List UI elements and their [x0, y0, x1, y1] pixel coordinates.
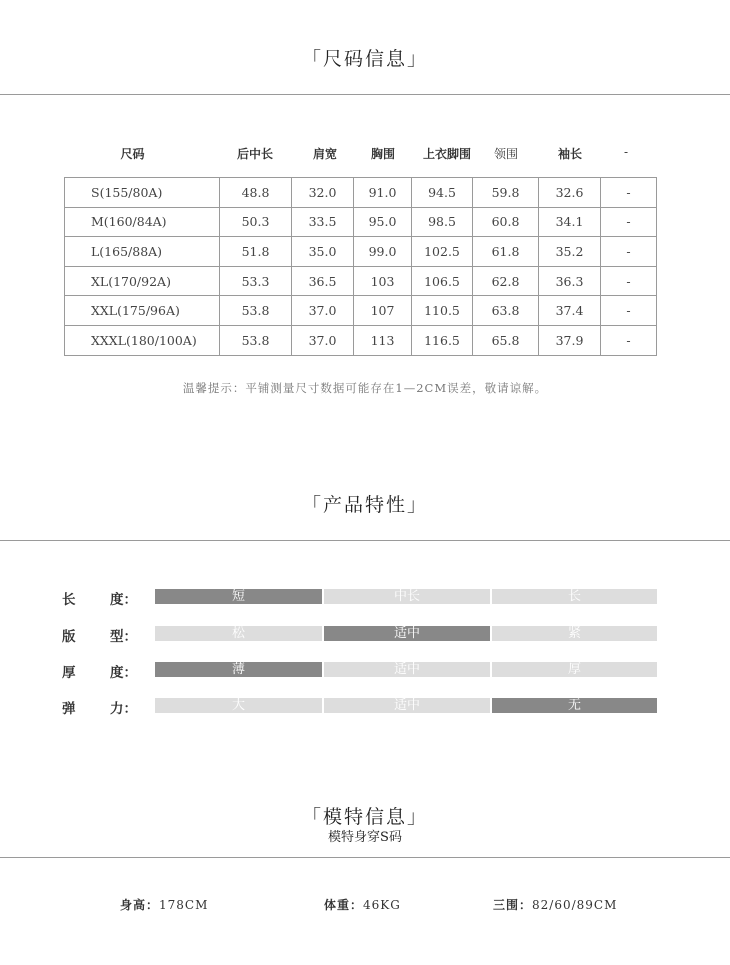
- model-weight-label: 体重：: [324, 898, 364, 912]
- size-cell: 36.5: [292, 266, 354, 296]
- feature-label-thickness: [62, 661, 137, 681]
- size-cell: 33.5: [292, 207, 354, 237]
- feature-option-length-0: 短: [155, 589, 322, 604]
- size-cell: XXXL(180/100A): [65, 325, 220, 355]
- size-cell: 91.0: [354, 178, 412, 208]
- size-section-title: 「尺码信息」: [301, 48, 428, 70]
- feature-option-length-1: 中长: [324, 589, 490, 604]
- size-header-chest: 胸围: [370, 147, 395, 161]
- model-subtitle: 模特身穿S码: [328, 830, 402, 845]
- model-height-value: 178CM: [159, 898, 209, 912]
- model-measurements-label: 三围：: [493, 898, 533, 912]
- size-cell: 37.4: [539, 296, 601, 326]
- model-section-title: 「模特信息」: [301, 806, 428, 828]
- size-cell: 36.3: [539, 266, 601, 296]
- size-cell: -: [601, 296, 657, 326]
- size-cell: 59.8: [473, 178, 539, 208]
- model-weight-value: 46KG: [363, 898, 401, 912]
- size-cell: 35.2: [539, 237, 601, 267]
- size-header-shoulder: 肩宽: [312, 147, 337, 161]
- size-cell: 32.0: [292, 178, 354, 208]
- size-cell: 37.9: [539, 325, 601, 355]
- feature-label-elasticity: [62, 697, 137, 717]
- size-cell: 51.8: [220, 237, 292, 267]
- feature-label-fit: [62, 625, 137, 645]
- feature-label-suffix: 型：: [110, 629, 137, 645]
- size-row-xxl: [65, 296, 657, 326]
- feature-label-char: 弹: [62, 701, 76, 717]
- size-cell: XXL(175/96A): [65, 296, 220, 326]
- feature-label-suffix: 度：: [110, 592, 137, 608]
- feature-option-elasticity-2: 无: [492, 698, 657, 713]
- size-cell: 50.3: [220, 207, 292, 237]
- size-header-back-length: 后中长: [236, 147, 273, 161]
- size-cell: -: [601, 237, 657, 267]
- feature-label-length: [62, 588, 137, 608]
- feature-option-thickness-2: 厚: [492, 662, 657, 677]
- feature-option-thickness-0: 薄: [155, 662, 322, 677]
- size-cell: 106.5: [412, 266, 473, 296]
- feature-label-char: 厚: [62, 665, 76, 681]
- size-header-hem: 上衣脚围: [422, 147, 471, 161]
- model-weight: [324, 896, 401, 913]
- model-height: [120, 896, 208, 913]
- size-cell: 53.8: [220, 296, 292, 326]
- size-cell: 103: [354, 266, 412, 296]
- feature-label-char: 长: [62, 592, 76, 608]
- size-row-s: [65, 178, 657, 208]
- size-cell: M(160/84A): [65, 207, 220, 237]
- size-row-l: [65, 237, 657, 267]
- size-row-xl: [65, 266, 657, 296]
- size-cell: 99.0: [354, 237, 412, 267]
- size-cell: 98.5: [412, 207, 473, 237]
- size-cell: 37.0: [292, 325, 354, 355]
- feature-label-suffix: 力：: [110, 701, 137, 717]
- size-cell: 63.8: [473, 296, 539, 326]
- size-header-size: 尺码: [120, 147, 145, 161]
- size-section-divider: [0, 94, 730, 95]
- size-cell: 32.6: [539, 178, 601, 208]
- size-cell: 35.0: [292, 237, 354, 267]
- feature-section-title: 「产品特性」: [301, 494, 428, 516]
- size-cell: -: [601, 207, 657, 237]
- size-cell: -: [601, 266, 657, 296]
- size-cell: 53.8: [220, 325, 292, 355]
- size-header-collar: 领围: [493, 147, 518, 161]
- size-cell: 65.8: [473, 325, 539, 355]
- size-cell: -: [601, 178, 657, 208]
- size-cell: 53.3: [220, 266, 292, 296]
- model-section-divider: [0, 857, 730, 858]
- feature-section-divider: [0, 540, 730, 541]
- size-header-sleeve: 袖长: [557, 147, 582, 161]
- size-cell: 37.0: [292, 296, 354, 326]
- feature-label-suffix: 度：: [110, 665, 137, 681]
- feature-option-thickness-1: 适中: [324, 662, 490, 677]
- size-table: [64, 177, 657, 356]
- size-cell: 102.5: [412, 237, 473, 267]
- size-cell: 62.8: [473, 266, 539, 296]
- size-cell: 61.8: [473, 237, 539, 267]
- model-measurements: [493, 896, 617, 913]
- feature-option-elasticity-0: 大: [155, 698, 322, 713]
- feature-option-fit-1: 适中: [324, 626, 490, 641]
- size-cell: 110.5: [412, 296, 473, 326]
- size-row-m: [65, 207, 657, 237]
- size-cell: S(155/80A): [65, 178, 220, 208]
- size-cell: 34.1: [539, 207, 601, 237]
- feature-option-fit-2: 紧: [492, 626, 657, 641]
- size-cell: 95.0: [354, 207, 412, 237]
- feature-label-char: 版: [62, 629, 76, 645]
- measurement-note: 温馨提示：平铺测量尺寸数据可能存在1—2CM误差，敬请谅解。: [182, 381, 548, 395]
- size-cell: XL(170/92A): [65, 266, 220, 296]
- feature-option-length-2: 长: [492, 589, 657, 604]
- size-cell: 94.5: [412, 178, 473, 208]
- model-measurements-value: 82/60/89CM: [532, 898, 618, 912]
- size-cell: 116.5: [412, 325, 473, 355]
- size-row-xxxl: [65, 325, 657, 355]
- size-cell: 48.8: [220, 178, 292, 208]
- size-cell: -: [601, 325, 657, 355]
- size-header-extra: -: [623, 145, 629, 159]
- size-cell: 107: [354, 296, 412, 326]
- model-height-label: 身高：: [120, 898, 160, 912]
- size-cell: 113: [354, 325, 412, 355]
- size-cell: L(165/88A): [65, 237, 220, 267]
- feature-option-fit-0: 松: [155, 626, 322, 641]
- feature-option-elasticity-1: 适中: [324, 698, 490, 713]
- size-cell: 60.8: [473, 207, 539, 237]
